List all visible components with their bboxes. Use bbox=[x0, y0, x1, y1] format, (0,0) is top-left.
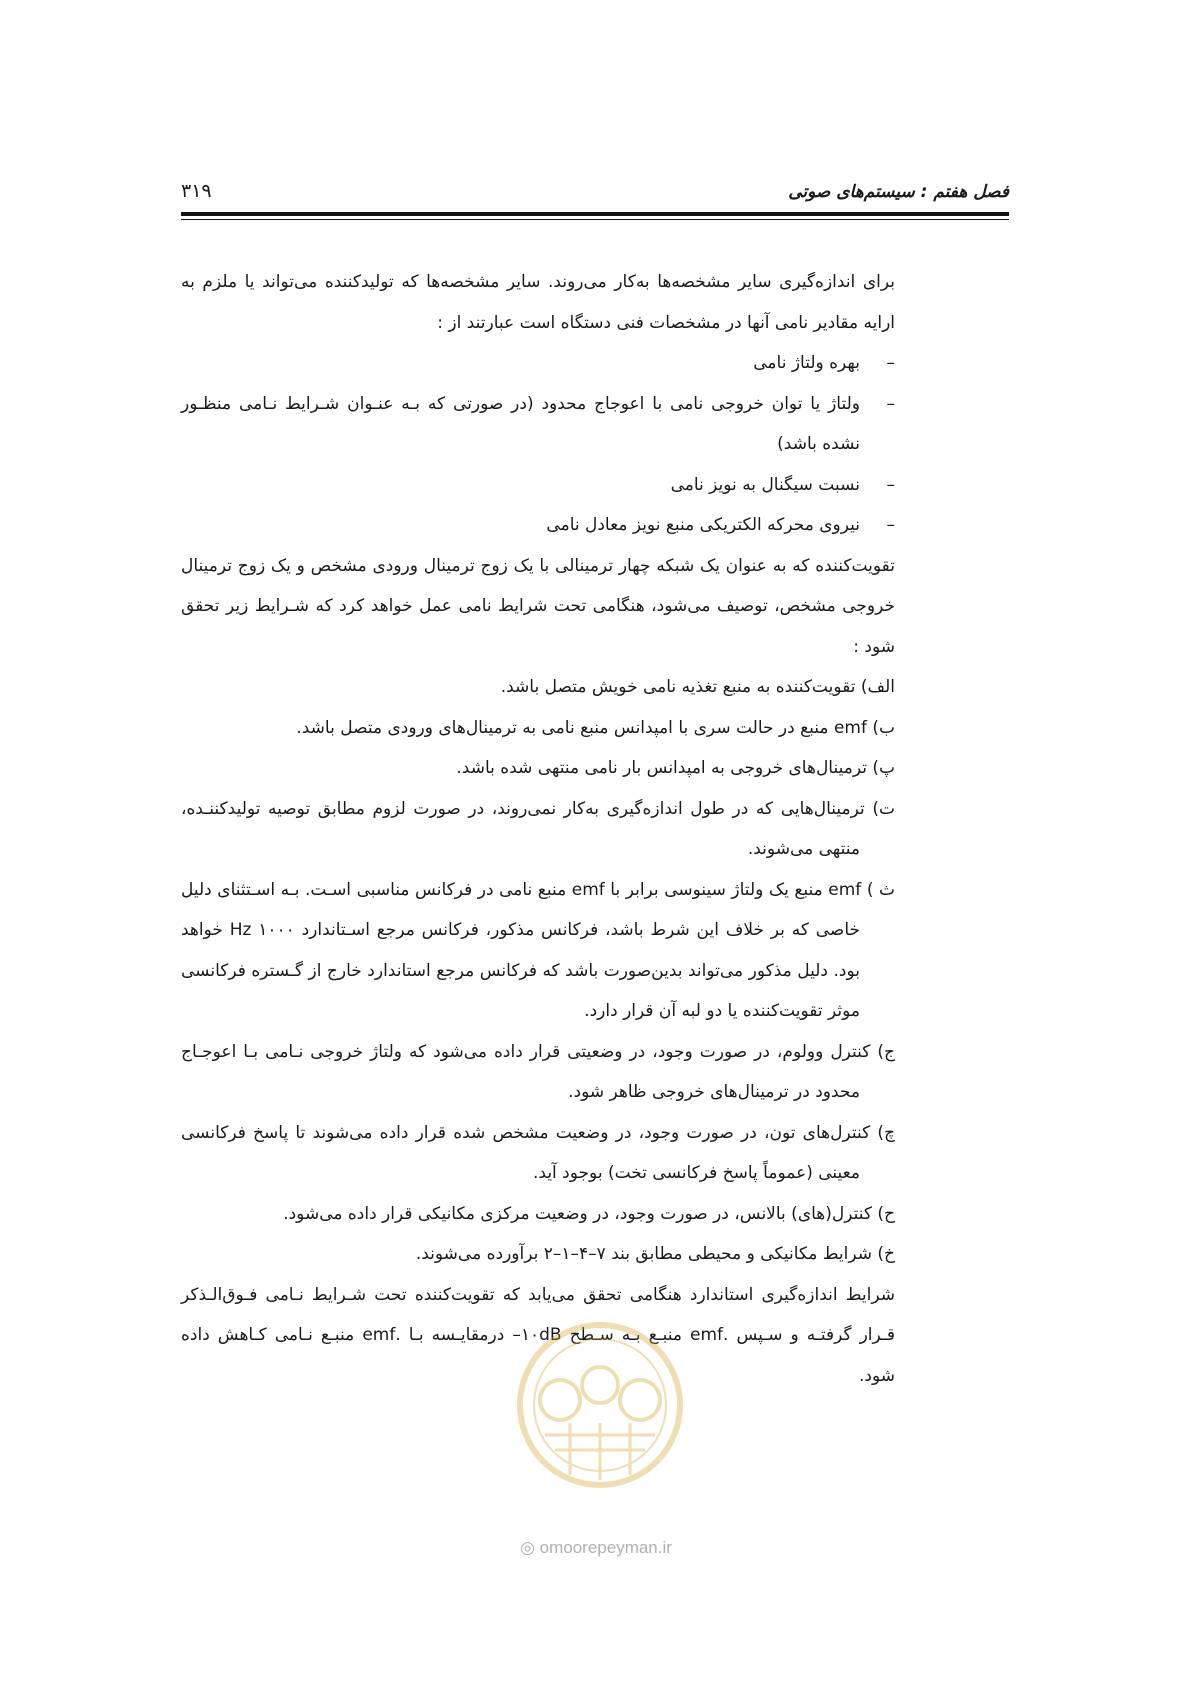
condition-item: پ) ترمینال‌های خروجی به امپدانس بار نامی منتهی شده باشد. bbox=[456, 758, 895, 778]
condition-item: ج) کنترل وولوم، در صورت وجود، در وضعیتی قرار داده می‌شود که ولتاژ خروجی نـامی بـا اعوجـاج محدود در ترمینال‌های خروجی ظاهر شود. bbox=[181, 1041, 895, 1102]
bullet-item bbox=[181, 505, 895, 546]
condition-item: خ) شرایط مکانیکی و محیطی مطابق بند ۷–۴–۱–۲ برآورده می‌شوند. bbox=[415, 1244, 895, 1264]
bullet-dash: – bbox=[886, 353, 895, 373]
watermark-site-label: omoorepeyman.ir bbox=[539, 1538, 672, 1557]
condition-item: الف) تقویت‌کننده به منبع تغذیه نامی خویش متصل باشد. bbox=[500, 677, 895, 697]
bullet-dash: – bbox=[886, 393, 895, 414]
bullet-text: بهره ولتاژ نامی bbox=[753, 353, 860, 373]
condition-item: ث ) emf منبع یک ولتاژ سینوسی برابر با emf منبع نامی در فرکانس مناسبی اسـت. بـه اسـتثنای دلیل خاصی که بر خلاف این شرط باشد، فرکانس مذکور، فرکانس مرجع اسـتاندارد Hz ۱۰۰۰ خواهد بود. دلیل مذکور می‌تواند بدین‌صورت باشد که فرکانس مرجع استاندارد خارج از گـستره فرکانسی موثر تقویت‌کننده یا دو لبه آن قرار دارد. bbox=[181, 879, 895, 1021]
bullet-item bbox=[181, 465, 895, 506]
paragraph-conditions: تقویت‌کننده که به عنوان یک شبکه چهار ترمینالی با یک زوج ترمینال ورودی مشخص و یک زوج ترمینال خروجی مشخص، توصیف می‌شود، هنگامی تحت شرایط نامی عمل خواهد کرد که شـرایط زیر تحقق شود : bbox=[181, 555, 895, 657]
chapter-title: فصل هفتم : سیستم‌های صوتی bbox=[788, 182, 1009, 202]
header-rule-thick bbox=[181, 212, 1009, 216]
body-text bbox=[181, 262, 895, 1396]
bullet-text: نیروی محرکه الکتریکی منبع نویز معادل نامی bbox=[546, 515, 860, 535]
paragraph-standard-conditions: شرایط اندازه‌گیری استاندارد هنگامی تحقق می‌یابد که تقویت‌کننده تحت شـرایط نـامی فـوق‌الـذکر قـرار گرفتـه و سـپس .emf منبـع بـه سـطح ۱۰dB– درمقایـسه بـا .emf منبـع نـامی کـاهش داده شود. bbox=[181, 1284, 895, 1386]
bullet-item bbox=[181, 343, 895, 384]
condition-item: ت) ترمینال‌هایی که در طول اندازه‌گیری به‌کار نمی‌روند، در صورت لزوم مطابق توصیه تولیدکننـده، منتهی می‌شوند. bbox=[181, 798, 895, 859]
bullet-text: نسبت سیگنال به نویز نامی bbox=[670, 474, 860, 495]
watermark-site: ◎ omoorepeyman.ir bbox=[520, 1538, 672, 1557]
watermark-seal-icon bbox=[495, 1305, 705, 1515]
condition-item: ح) کنترل(های) بالانس، در صورت وجود، در وضعیت مرکزی مکانیکی قرار داده می‌شود. bbox=[283, 1203, 895, 1224]
bullet-dash: – bbox=[886, 515, 895, 535]
page-number: ۳۱۹ bbox=[181, 180, 212, 202]
header-rule-thin bbox=[181, 219, 1009, 220]
bullet-dash: – bbox=[886, 474, 895, 495]
bullet-text: ولتاژ یا توان خروجی نامی با اعوجاج محدود (در صورتی که بـه عنـوان شـرایط نـامی منظـور نشده باشد) bbox=[181, 393, 860, 454]
condition-item: چ) کنترل‌های تون، در صورت وجود، در وضعیت مشخص شده قرار داده می‌شوند تا پاسخ فرکانسی معینی (عموماً پاسخ فرکانسی تخت) بوجود آید. bbox=[181, 1122, 895, 1183]
bullet-item bbox=[181, 384, 895, 465]
watermark-logo bbox=[495, 1305, 705, 1515]
paragraph-intro: برای اندازه‌گیری سایر مشخصه‌ها به‌کار می‌روند. سایر مشخصه‌ها که تولیدکننده می‌تواند یا ملزم به ارایه مقادیر نامی آنها در مشخصات فنی دستگاه است عبارتند از : bbox=[181, 272, 895, 333]
page-header bbox=[181, 178, 1009, 214]
condition-item: ب) emf منبع در حالت سری با امپدانس منبع نامی به ترمینال‌های ورودی متصل باشد. bbox=[296, 717, 895, 738]
